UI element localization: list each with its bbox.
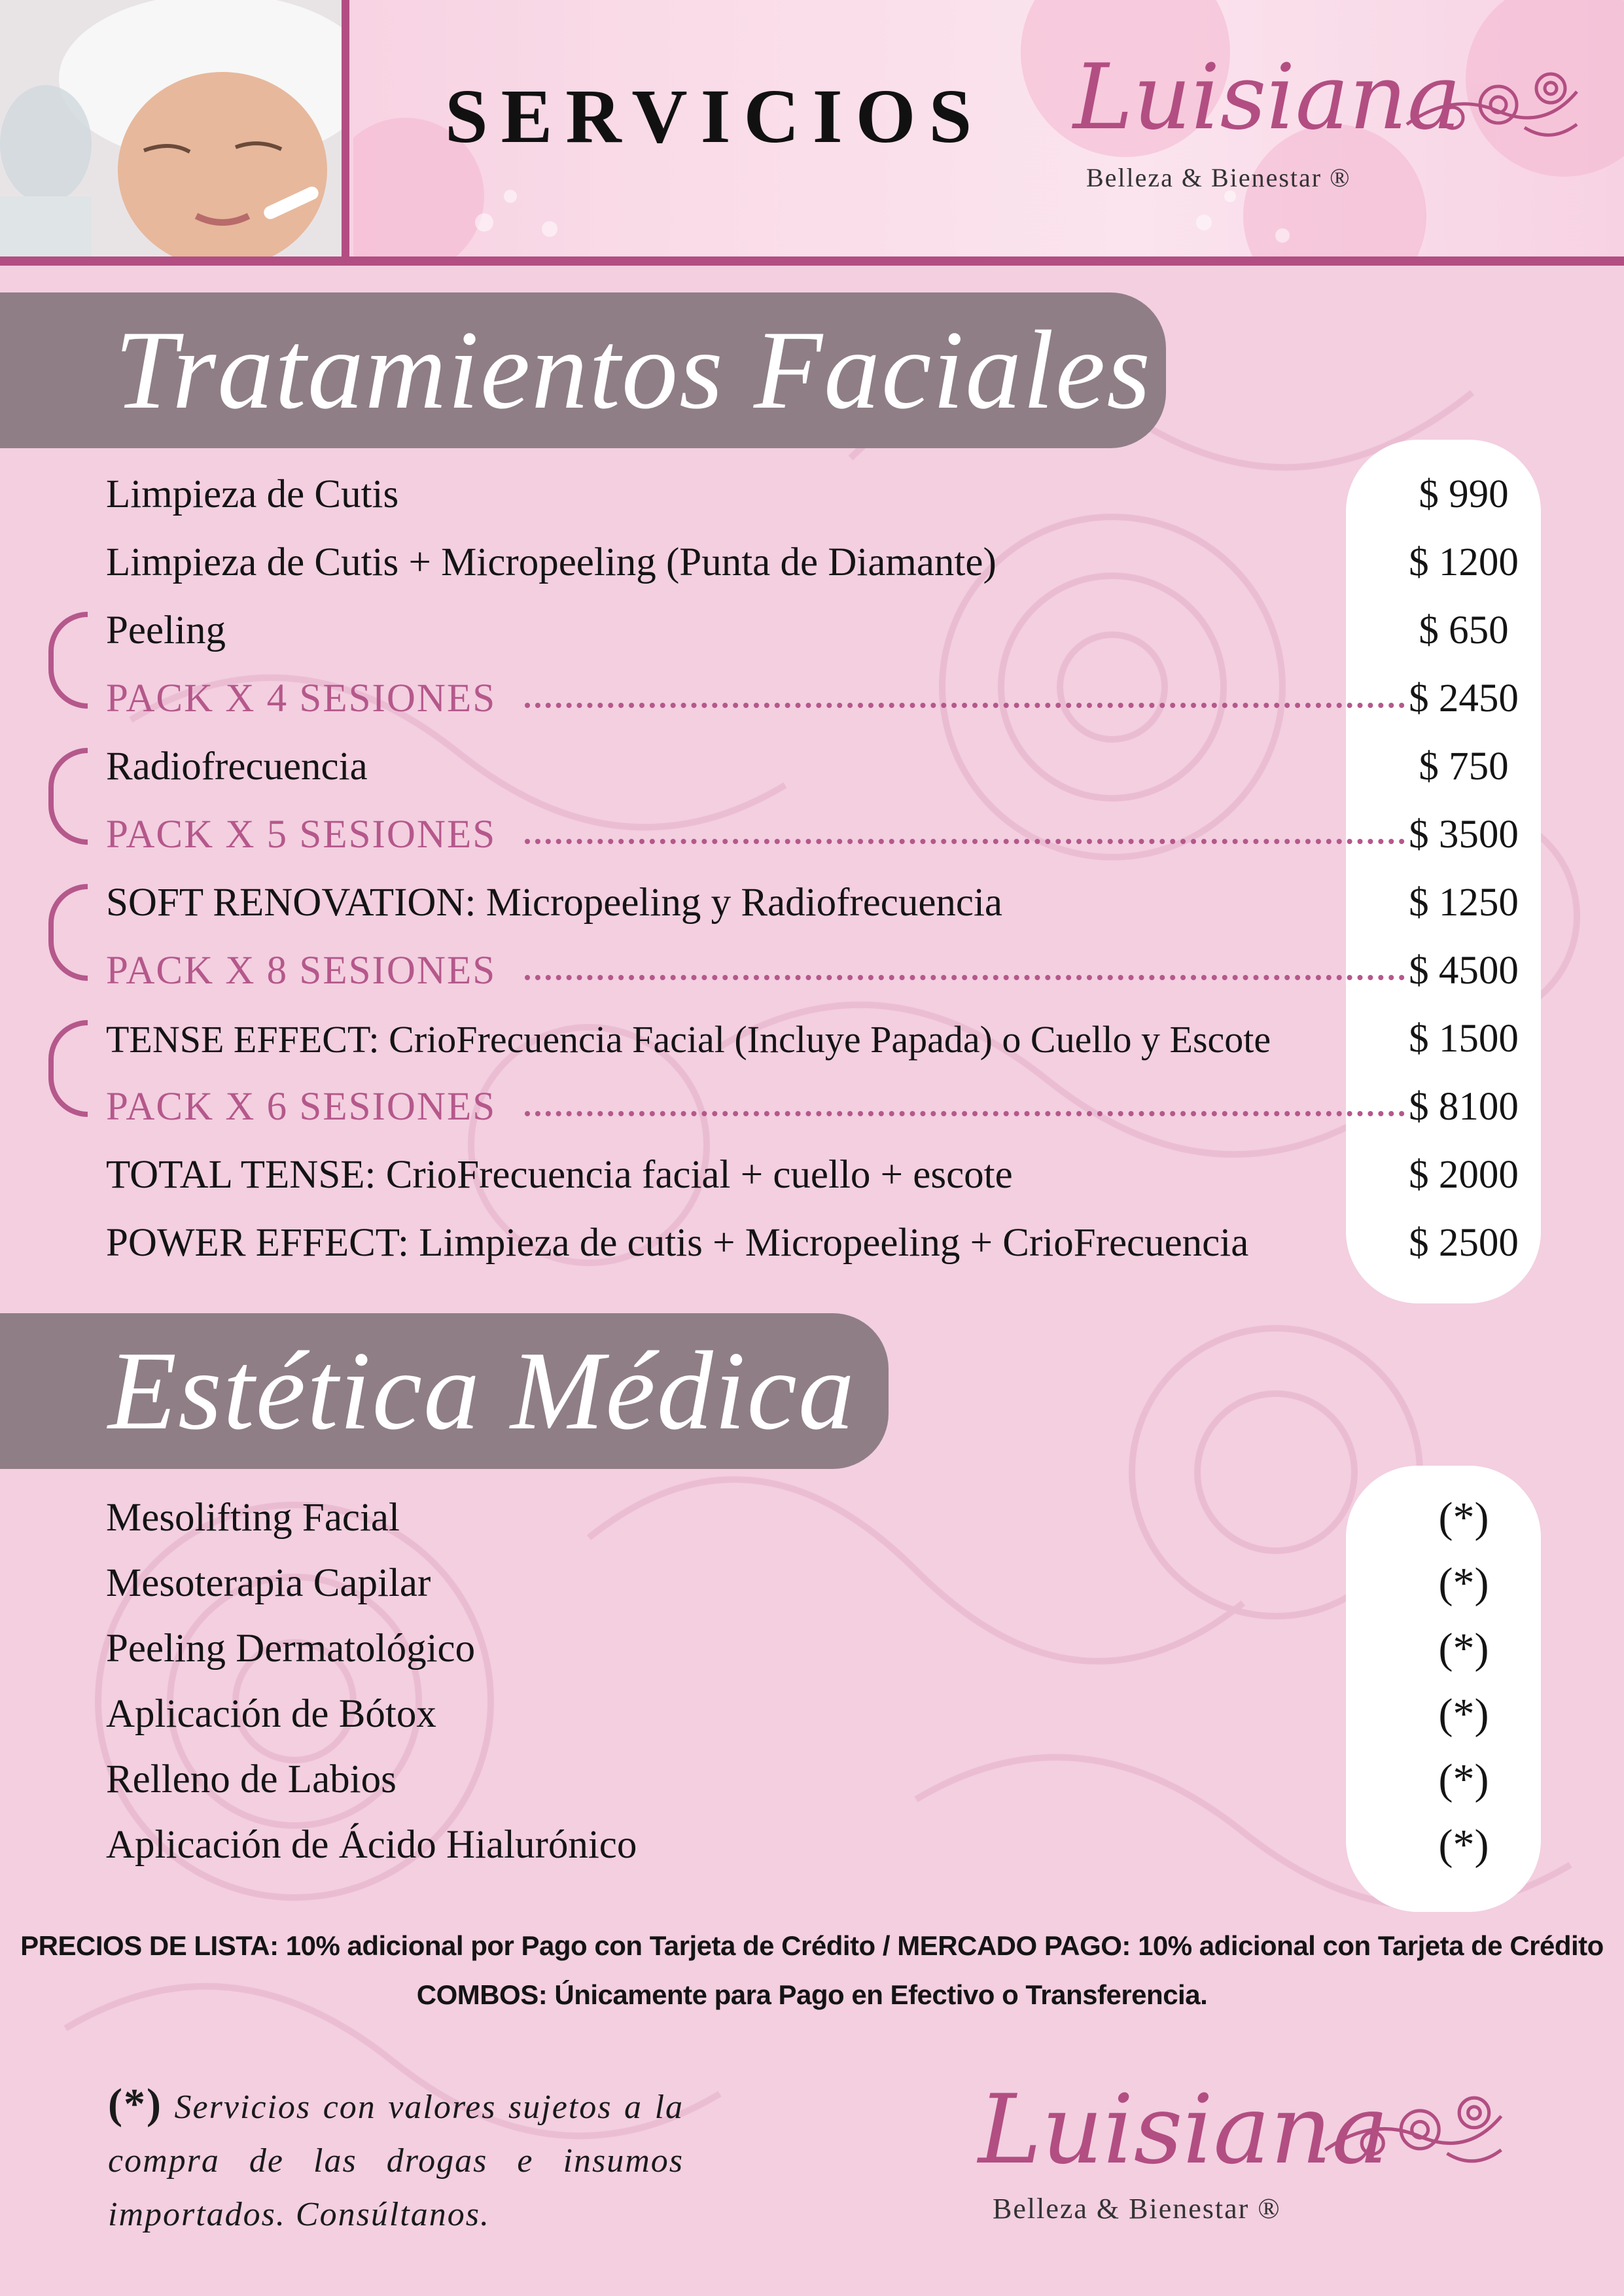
ornament-swirl-icon [1400,65,1590,150]
item-price: $ 2450 [1409,677,1519,720]
list-item [106,461,1519,529]
list-item [106,1680,1519,1748]
item-price: $ 1500 [1409,1017,1519,1061]
pack-name: PACK X 4 SESIONES [106,677,497,720]
item-name: TENSE EFFECT: CrioFrecuencia Facial (Incluye Papada) o Cuello y Escote [106,1017,1271,1061]
item-price: $ 1200 [1409,540,1519,584]
item-price: $ 2500 [1409,1221,1519,1265]
item-name: TOTAL TENSE: CrioFrecuencia facial + cuello + escote [106,1153,1013,1197]
item-price: (*) [1438,1494,1489,1542]
list-item [106,1141,1519,1209]
list-item [106,733,1519,801]
item-name: Radiofrecuencia [106,745,368,788]
dotted-leader [525,1111,1405,1116]
item-price: $ 3500 [1409,813,1519,857]
list-item [106,529,1519,597]
pack-name: PACK X 5 SESIONES [106,813,497,857]
item-name: Limpieza de Cutis + Micropeeling (Punta de Diamante) [106,540,997,584]
item-name: Aplicación de Ácido Hialurónico [106,1823,637,1867]
dotted-leader [525,839,1405,844]
brand-tagline: Belleza & Bienestar ® [1086,163,1351,192]
item-price: (*) [1438,1690,1489,1738]
list-item [106,1209,1519,1277]
item-price: $ 2000 [1409,1153,1519,1197]
ornament-swirl-icon [1318,2087,1515,2179]
facial-treatment-photo [0,0,342,256]
item-name: Limpieza de Cutis [106,472,399,516]
pack-item [106,937,1519,1005]
dotted-leader [525,975,1405,980]
item-price: (*) [1438,1756,1489,1803]
item-name: Aplicación de Bótox [106,1692,436,1736]
list-item [106,869,1519,937]
list-item [106,1811,1519,1879]
section-banner-facial [0,292,1166,448]
footnote-mark: (*) [108,2080,162,2128]
section-banner-medica [0,1313,889,1469]
item-price: (*) [1438,1625,1489,1672]
item-price: $ 750 [1419,745,1509,788]
header-bottom-bar [0,256,1624,266]
brand-name: Luisiana [978,2074,1389,2185]
payment-note: PRECIOS DE LISTA: 10% adicional por Pago con Tarjeta de Crédito / MERCADO PAGO: 10% adicional con Tarjeta de Crédito [20,1930,1604,1961]
page-title: SERVICIOS [445,73,985,159]
item-name: Mesolifting Facial [106,1496,400,1540]
item-price: (*) [1438,1821,1489,1869]
footnote-text: Servicios con valores sujetos a la compra de las drogas e insumos importados. Consúltanos. [108,2089,684,2233]
dotted-leader [525,703,1405,708]
list-item [106,597,1519,665]
item-name: Mesoterapia Capilar [106,1561,431,1605]
pack-item [106,801,1519,869]
item-price: $ 8100 [1409,1085,1519,1129]
item-name: Relleno de Labios [106,1757,397,1801]
brand-logo-top [1073,39,1597,209]
item-name: Peeling [106,609,226,652]
section-title-medica: Estética Médica [108,1328,856,1453]
brand-name: Luisiana [1073,44,1462,150]
item-price: $ 1250 [1409,881,1519,925]
pack-name: PACK X 8 SESIONES [106,949,497,993]
list-item [106,1005,1519,1073]
section-title-facial: Tratamientos Faciales [115,308,1152,433]
pack-item [106,665,1519,733]
item-price: $ 4500 [1409,949,1519,993]
photo-divider [342,0,349,256]
list-item [106,1746,1519,1814]
combos-note: COMBOS: Únicamente para Pago en Efectivo o Transferencia. [416,1979,1208,2010]
pack-item [106,1073,1519,1141]
list-item [106,1484,1519,1552]
item-price: (*) [1438,1559,1489,1607]
item-name: SOFT RENOVATION: Micropeeling y Radiofrecuencia [106,881,1003,925]
list-item [106,1549,1519,1617]
brand-tagline: Belleza & Bienestar ® [993,2193,1281,2225]
item-price: $ 990 [1419,472,1509,516]
item-name: Peeling Dermatológico [106,1627,476,1670]
list-item [106,1615,1519,1683]
footnote [108,2077,684,2242]
pack-name: PACK X 6 SESIONES [106,1085,497,1129]
item-price: $ 650 [1419,609,1509,652]
item-name: POWER EFFECT: Limpieza de cutis + Micropeeling + CrioFrecuencia [106,1221,1249,1265]
brand-logo-bottom [978,2074,1521,2238]
